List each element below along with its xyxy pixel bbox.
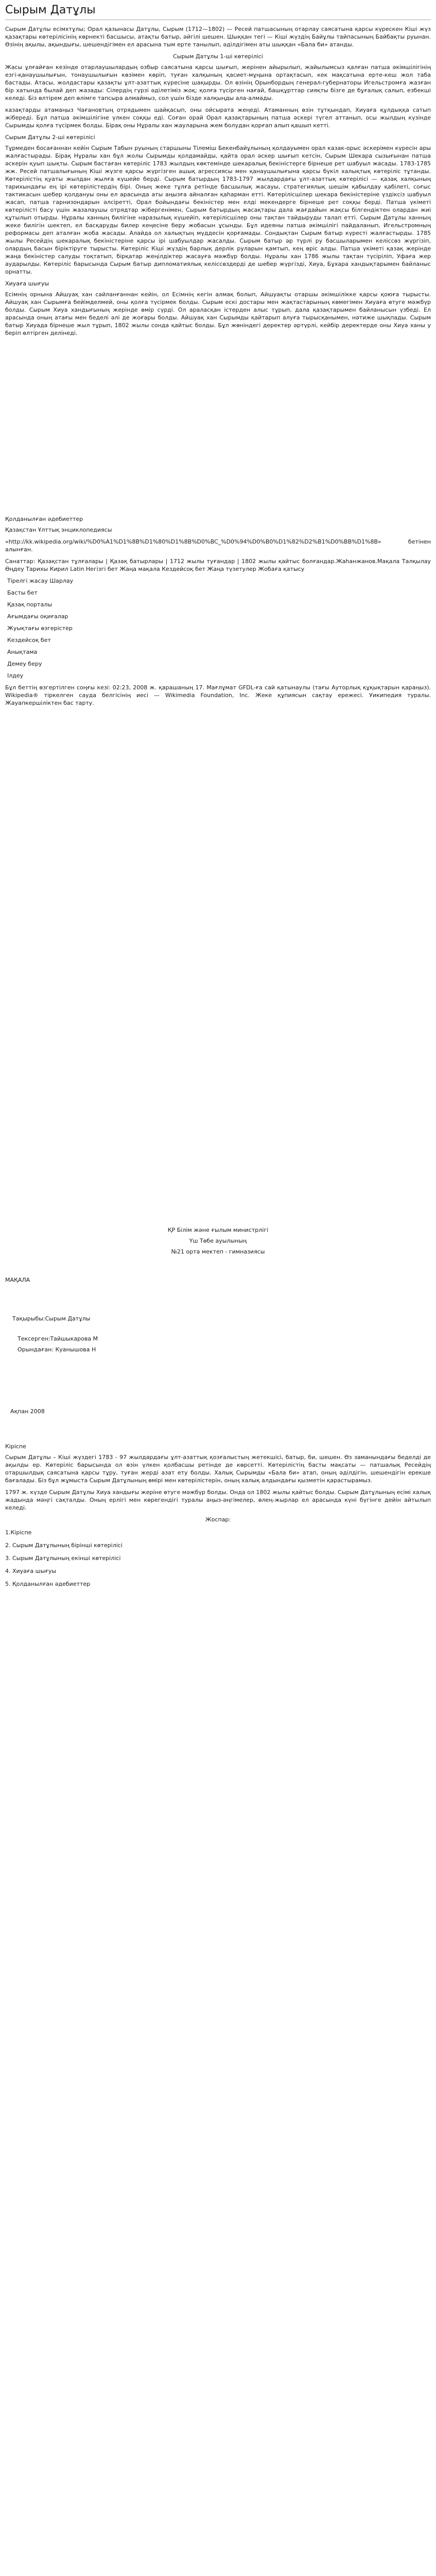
plan-item-second-uprising: 3. Сырым Датұлының екінші көтерілісі: [5, 1555, 121, 1562]
nav-item-donate[interactable]: Демеу беру: [7, 660, 42, 667]
kirispe-paragraph-1: Сырым Датұлы – Кіші жүздегі 1783 - 97 жылдардағы ұлт-азаттық қозғалыстың жетекшісі, батыр, би, шешен. Өз заманындағы беделді де ақылды ер. Көтеріліс барысында ол өзін үлкен қолбасшы ретінде де көрсетті. Көтерілістің басты мақсаты — патшалық Ресейдің отаршылдық саясатына қарсы тұру, туған жерді азат ету болды. Халық Сырымды «Бала би» атап, оның әділдігін, шешендігін ерекше бағалады. Біз бұл жұмыста Сырым Датұлының өмірі мен көтерілістерін, оның халық алдындағы қызметін қарастырамыз.: [5, 1454, 431, 1484]
section2-paragraph-1: Тұрмеден босағаннан кейін Сырым Табын руының старшыны Тілеміш Бекенбайұлының қолдауымен орал казак-орыс әскерімен күресін ары жалғастырады. Бірақ Нұралы хан бұл жолы Сырымды қолдамайды, қайта орал әскер шығып кетсін, Сырым Шекара сызығынан патша әскерін қуып шықты. Сырым бастаған көтеріліс 1783 жылдың көктемінде шекаралық бекіністерге бірнеше рет шабуыл жасады. 1783-1785 жж. Ресей патшалығының Кіші жүзге қарсы жүргізген ашық агрессиясы мен қанаушылығына қарсы бүкіл халықтық көтеріліс тұтанды. Көтерілістің қуаты жылдан жылға күшейе берді. Сырым батырдың 1783-1797 жылдардағы ұлт-азаттық көтерілісі — қазақ халқының тарихындағы ең ірі көтерілістердің бірі. Оның жеке тұлға ретінде басшылық жасауы, стратегиялық шешім қабылдау қабілеті, соғыс тактикасын шебер қолдануы оны ел арасында аты аңызға айналған қаһарман етті. Көтерілісшілер шекара бекіністеріне үздіксіз шабуыл жасап, патша гарнизондарын әлсіретті, Орал бойындағы бекіністер мен елді мекендерге бірнеше рет соққы берді. Патша үкіметі көтерілісті басу үшін жазалаушы отрядтар жібергенімен, Сырым батырдың жасақтары дала жағдайын жақсы білгендіктен олардан жиі құтылып отырды. Нұралы ханның билігіне наразылық күшейіп, көтерілісшілер оны тақтан тайдыруды талап етті. Сырым Датұлы ханның жеке билігін шектеп, ел басқаруды билер кеңесіне беру жобасын ұсынды. Бұл идеяны патша әкімшілігі пайдаланып, Игельстромның реформасы деп аталған жоба жасады. Алайда ол халықтың мүддесін қорғамады. Сондықтан Сырым батыр күресті жалғастырды. 1785 жылы Ресейдің шекаралық бекіністеріне қарсы ірі шабуылдар жасалды. Сырым батыр әр түрлі ру басшыларымен келіссөз жүргізіп, олардың басын біріктіруге тырысты. Көтеріліс Кіші жүздің барлық дерлік руларын қамтып, кең өріс алды. Патша үкіметі қазақ жерінде жаңа бекіністер салуды тоқтатып, бірқатар жеңілдіктер жасауға мәжбүр болды. Нұралы хан 1786 жылы тақтан түсіріліп, Уфаға жер аударылды. Көтеріліс барысында Сырым батыр дипломатиялық келіссөздерді де шебер жүргізді, Хиуа, Бұхара хандықтарымен байланыс орнатты.: [5, 145, 431, 275]
intro-heading: Кіріспе: [5, 1443, 26, 1450]
plan-item-intro: 1.Кіріспе: [5, 1529, 32, 1536]
reference-encyclopedia: Қазақстан Ұлттық энциклопедиясы: [5, 527, 112, 533]
license-text: Бұл беттің өзгертілген соңғы кезі: 02:23, 2008 ж. қарашаның 17. Мағлұмат GFDL-ға сай қатынаулы (тағы Ауторлық құқықтарын қараңыз). Wikipedia® тіркелген сауда белгісінің иесі — Wikimedia Foundation, Inc. Жеке құпиясын сақтау ережесі. Уикипедия туралы. Жауапкершіліктен бас тарту.: [5, 684, 431, 706]
nav-item-search[interactable]: Тірелгі жасау Шарлау: [7, 578, 74, 584]
date-line: Ақпан 2008: [10, 1408, 45, 1415]
section-heading-uprising-1: Сырым Датұлы 1-ші көтерілісі: [173, 53, 263, 60]
plan-item-references: 5. Қолданылған әдебиеттер: [5, 1581, 91, 1587]
performer-line: Орындаған: Куанышова Н: [18, 1346, 96, 1353]
kirispe-paragraph-2: 1797 ж. күзде Сырым Датұлы Хиуа хандығы жеріне өтуге мәжбүр болды. Онда ол 1802 жылы қайтыс болды. Сырым Датұлының есімі халық жадында мәңгі сақталды. Оның ерлігі мен көрегендігі туралы аңыз-әңгімелер, өлең-жырлар ел арасында күні бүгінге дейін айтылып келеді.: [5, 1489, 431, 1511]
region-line: Үш Төбе ауылының: [189, 1238, 247, 1244]
nav-item-search-2[interactable]: Ілдеу: [7, 672, 24, 679]
ministry-line: ҚР Білім және ғылым министрлігі: [167, 1227, 269, 1233]
document: [5, 0, 431, 1593]
blank-space-2: [5, 711, 431, 1226]
reference-source-link[interactable]: «http://kk.wikipedia.org/wiki/%D0%A1%D1%8B%D1%80%D1%8B%D0%BC_%D0%94%D0%B0%D1%82%D2%B1%D0%BB%D1%8B» бетінен алынған.: [5, 538, 431, 553]
plan-item-first-uprising: 2. Сырым Датұлының бірінші көтерілісі: [5, 1542, 123, 1549]
document-type: МАҚАЛА: [5, 1277, 30, 1283]
plan-item-khiva: 4. Хиуаға шығуы: [5, 1568, 57, 1574]
nav-item-help[interactable]: Анықтама: [7, 649, 38, 655]
nav-item-recent-changes[interactable]: Жуықтағы өзгерістер: [7, 625, 73, 632]
nav-item-portal[interactable]: Қазақ порталы: [7, 601, 53, 608]
page-title: Сырым Датұлы: [5, 3, 431, 20]
nav-item-random-page[interactable]: Кездейсоқ бет: [7, 637, 51, 643]
school-line: №21 орта мектеп - гимназиясы: [171, 1248, 265, 1255]
categories-line: Санаттар: Қазақстан тұлғалары | Қазақ батырлары | 1712 жылы туғандар | 1802 жылы қайтыс болғандар.Жаһанжанов.Мақала Талқылау Өңдеу Тарихы Кирил Latin Негізгі бет Жаңа мақала Кездейсоқ бет Жаңа түзетулер Жобаға қатысу: [5, 558, 431, 572]
section1-paragraph-2: казақтарды атамаңыз Чағановтың отрядымен шайқасып, оны ойсырата жеңеді. Атаманның өзін тұтқындап, Хиуаға құлдыққа сатып жібереді. Бұл патша әкімшілігіне үлкен соққы еді. Соған орай Орал қазақтарының патша әскері түгел аттанып, осы жылдың күзінде Сырымды қолға түсірмек болды. Бірақ оны Нұралы хан жауларына жем болудан қорғап алып қашып кетті.: [5, 107, 431, 129]
nav-item-current-events[interactable]: Ағымдағы оқиғалар: [7, 613, 68, 620]
blank-space: [5, 341, 431, 511]
section-heading-khiva: Хиуаға шығуы: [5, 280, 49, 287]
references-heading: Қолданылған әдебиеттер: [5, 516, 83, 522]
plan-heading: Жоспар:: [205, 1516, 231, 1523]
navigation-list: [5, 577, 431, 680]
section-heading-uprising-2: Сырым Датұлы 2-ші көтерілісі: [5, 134, 95, 141]
nav-item-main-page[interactable]: Басты бет: [7, 589, 38, 596]
section3-paragraph-1: Есімнің орнына Айшуақ хан сайланғаннан кейін, ол Есімнің кегін алмақ болып, Айшуақты отаршы әкімшілікке қарсы қоюға тырысты. Айшуақ хан Сырымға бейімделмей, оны қолға түсірмек болды. Сырым ескі достары мен жақтастарының көмегімен Хиуаға өтуге мәжбүр болды. Сырым Хиуа хандығының жерінде өмір сүрді. Ол араласқан істерден алыс тұрып, дала қазақтарымен байланысын үзбеді. Ел арасында оның атағы мен беделі әлі де жоғары болды. Айшуақ хан Сырымды қайтарып алуға тырысқанымен, нәтиже шықпады. Сырым батыр Хиуада бірнеше жыл тұрып, 1802 жылы сонда қайтыс болды. Бұл жөніндегі деректер әртүрлі, кейбір деректерде оны Хиуа ханы у беріп өлтірген делінеді.: [5, 291, 431, 336]
checker-line: Тексерген:Тайшыкарова М: [18, 1335, 98, 1342]
section1-paragraph-1: Жасы ұлғайған кезінде отарлаушылардың озбыр саясатына қарсы шығып, жерінен айырылып, жайылымсыз қалған патша әкімшілігінің езгі-қанаушылығын, тонаушылығын көзімен көріп, туған халқының қасиет-мұңына ортақтасып, кек мақсатына ерте-кеш жол таба бастады. Атасы, жолдастары қазақты ұлт-азаттық күресіне шақырды. Ол өзінің Орынбордың генерал-губернаторы Игельстромға жазған бір хатында былай деп жазады: Сілердің гүрзі әділетіміз жоқ; қолға түсірген нағай, башқұрттар сияқты бізге де бұғалық салып, езбекші келеді. Біз өлтірем деп өлімге тапсыра алмаймыз, сол үшін бізде халқыңды ала-алмады.: [5, 64, 431, 101]
intro-paragraph: Сырым Датұлы есімхтұлы; Орал қазынасы Датұлы, Сырым (1712—1802) — Ресей патшасының отарлау саясатына қарсы күрескен Кіші жүз қазақтары көтерілісінің көрнекті басшысы, атақты батыр, әйгілі шешен. Шыққан тегі — Кіші жүздің Байұлы тайпасының Байбақты руынан. Өзінің ақылы, ақындығы, шешендігімен ел арасына тым ерте танылып, әділдігімен аты шыққан «Бала би» атанды.: [5, 26, 431, 48]
topic-line: Тақырыбы:Сырым Датұлы: [12, 1315, 91, 1322]
